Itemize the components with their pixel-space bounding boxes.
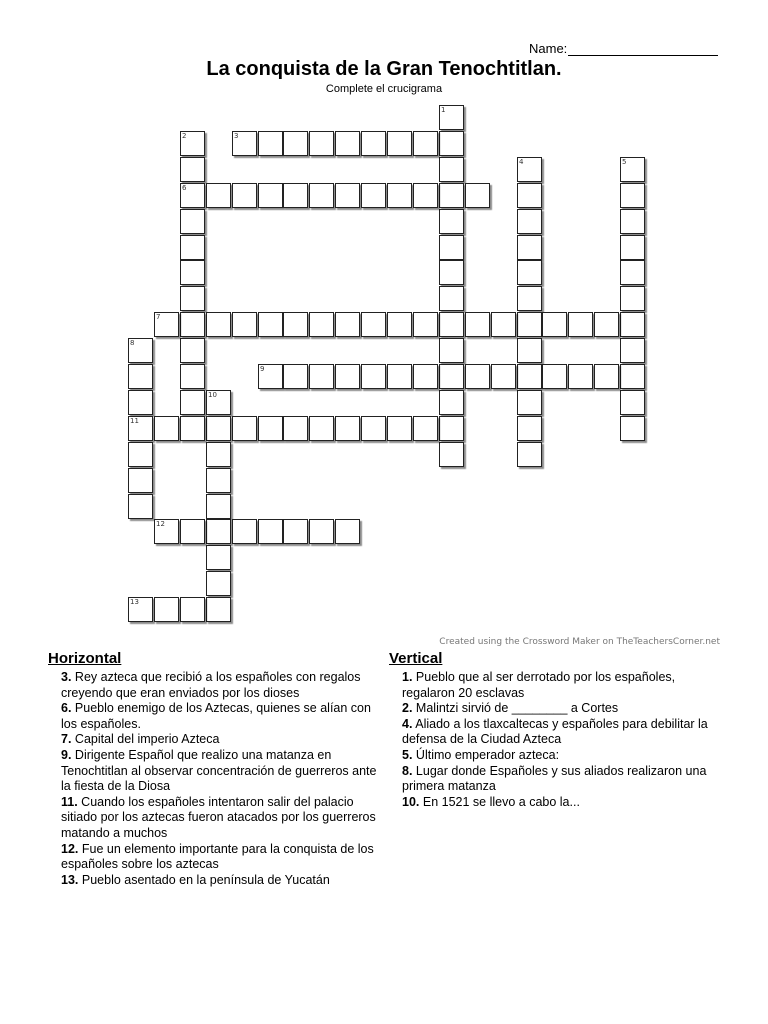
crossword-cell[interactable] <box>387 416 412 441</box>
credit-text: Created using the Crossword Maker on TheTeachersCorner.net <box>439 637 720 647</box>
clue-number: 3 <box>234 132 239 140</box>
page-subtitle: Complete el crucigrama <box>325 83 443 95</box>
clue-number: 5. <box>402 747 413 762</box>
crossword-cell[interactable] <box>283 364 308 389</box>
crossword-cell[interactable] <box>517 260 542 285</box>
crossword-cell[interactable] <box>128 468 153 493</box>
crossword-cell[interactable] <box>128 597 153 622</box>
crossword-cell[interactable] <box>517 183 542 208</box>
clue-number: 10. <box>402 794 420 809</box>
crossword-cell[interactable] <box>206 442 231 467</box>
crossword-cell[interactable] <box>128 494 153 519</box>
crossword-cell[interactable] <box>620 312 645 337</box>
clue-number: 4 <box>519 158 524 166</box>
vertical-clue <box>402 795 729 811</box>
crossword-cell[interactable] <box>180 131 205 156</box>
crossword-cell[interactable] <box>283 312 308 337</box>
crossword-cell[interactable] <box>180 597 205 622</box>
crossword-cell[interactable] <box>180 338 205 363</box>
crossword-cell[interactable] <box>206 183 231 208</box>
clue-number: 11 <box>130 417 139 425</box>
crossword-cell[interactable] <box>232 416 257 441</box>
vertical-clue-list <box>389 670 729 810</box>
crossword-cell[interactable] <box>439 338 464 363</box>
clue-text: En 1521 se llevo a cabo la... <box>422 794 580 809</box>
crossword-cell[interactable] <box>309 364 334 389</box>
crossword-cell[interactable] <box>232 312 257 337</box>
crossword-cell[interactable] <box>206 312 231 337</box>
clue-number: 12 <box>156 520 165 528</box>
crossword-cell[interactable] <box>439 442 464 467</box>
clue-text: Pueblo que al ser derrotado por los españoles, regalaron 20 esclavas <box>402 670 676 700</box>
clue-text: Pueblo asentado en la península de Yucatán <box>81 872 330 887</box>
crossword-cell[interactable] <box>309 312 334 337</box>
clue-number: 10 <box>208 391 217 399</box>
crossword-cell[interactable] <box>361 183 386 208</box>
crossword-cell[interactable] <box>154 597 179 622</box>
vertical-clue <box>402 670 729 701</box>
crossword-cell[interactable] <box>439 105 464 130</box>
crossword-cell[interactable] <box>439 183 464 208</box>
crossword-cell[interactable] <box>180 312 205 337</box>
vertical-clue <box>402 764 729 795</box>
clue-number: 4. <box>402 716 413 731</box>
crossword-cell[interactable] <box>258 519 283 544</box>
crossword-cell[interactable] <box>128 390 153 415</box>
horizontal-clue <box>61 732 378 748</box>
crossword-cell[interactable] <box>180 157 205 182</box>
vertical-clue <box>402 717 729 748</box>
crossword-cell[interactable] <box>439 260 464 285</box>
crossword-cell[interactable] <box>232 519 257 544</box>
crossword-cell[interactable] <box>620 183 645 208</box>
clue-number: 9. <box>61 747 72 762</box>
crossword-cell[interactable] <box>387 131 412 156</box>
crossword-cell[interactable] <box>620 364 645 389</box>
crossword-cell[interactable] <box>620 209 645 234</box>
horizontal-clue <box>61 873 378 889</box>
crossword-cell[interactable] <box>439 157 464 182</box>
crossword-cell[interactable] <box>542 312 567 337</box>
crossword-cell[interactable] <box>232 183 257 208</box>
horizontal-clue-list <box>48 670 378 888</box>
horizontal-clues <box>48 650 378 888</box>
crossword-cell[interactable] <box>361 312 386 337</box>
crossword-cell[interactable] <box>542 364 567 389</box>
crossword-cell[interactable] <box>517 416 542 441</box>
crossword-cell[interactable] <box>620 286 645 311</box>
crossword-cell[interactable] <box>128 338 153 363</box>
clue-number: 13 <box>130 598 139 606</box>
crossword-cell[interactable] <box>439 390 464 415</box>
clue-text: Malintzi sirvió de ________ a Cortes <box>415 701 619 716</box>
crossword-cell[interactable] <box>491 312 516 337</box>
crossword-cell[interactable] <box>439 312 464 337</box>
crossword-cell[interactable] <box>206 390 231 415</box>
crossword-cell[interactable] <box>517 157 542 182</box>
crossword-cell[interactable] <box>439 286 464 311</box>
crossword-cell[interactable] <box>206 545 231 570</box>
clue-number: 2. <box>402 701 413 716</box>
clue-number: 5 <box>622 158 627 166</box>
page-title: La conquista de la Gran Tenochtitlan. <box>206 58 562 80</box>
crossword-cell[interactable] <box>568 312 593 337</box>
crossword-cell[interactable] <box>180 235 205 260</box>
crossword-cell[interactable] <box>258 364 283 389</box>
crossword-cell[interactable] <box>258 312 283 337</box>
crossword-cell[interactable] <box>413 183 438 208</box>
clue-number: 1 <box>441 106 446 114</box>
clue-number: 2 <box>182 132 187 140</box>
crossword-cell[interactable] <box>361 364 386 389</box>
crossword-cell[interactable] <box>180 260 205 285</box>
crossword-cell[interactable] <box>439 131 464 156</box>
crossword-cell[interactable] <box>258 416 283 441</box>
horizontal-clue <box>61 701 378 732</box>
crossword-cell[interactable] <box>206 468 231 493</box>
crossword-cell[interactable] <box>413 364 438 389</box>
crossword-cell[interactable] <box>413 416 438 441</box>
crossword-cell[interactable] <box>517 338 542 363</box>
clue-number: 8 <box>130 339 135 347</box>
crossword-cell[interactable] <box>128 364 153 389</box>
vertical-clue <box>402 701 729 717</box>
clue-number: 6 <box>182 184 187 192</box>
crossword-cell[interactable] <box>439 209 464 234</box>
name-label: Name: <box>529 41 568 56</box>
crossword-cell[interactable] <box>491 364 516 389</box>
clue-text: Último emperador azteca: <box>415 747 560 762</box>
horizontal-clue <box>61 670 378 701</box>
crossword-cell[interactable] <box>180 364 205 389</box>
crossword-cell[interactable] <box>283 131 308 156</box>
vertical-heading: Vertical <box>389 650 443 667</box>
crossword-cell[interactable] <box>413 312 438 337</box>
crossword-cell[interactable] <box>361 131 386 156</box>
crossword-cell[interactable] <box>439 235 464 260</box>
clue-text: Lugar donde Españoles y sus aliados realizaron una primera matanza <box>402 763 707 794</box>
clue-number: 12. <box>61 841 79 856</box>
crossword-cell[interactable] <box>335 183 360 208</box>
crossword-cell[interactable] <box>594 364 619 389</box>
clue-number: 3. <box>61 670 72 684</box>
horizontal-clue <box>61 748 378 795</box>
crossword-cell[interactable] <box>309 416 334 441</box>
crossword-cell[interactable] <box>517 286 542 311</box>
clue-number: 6. <box>61 701 72 716</box>
clue-number: 11. <box>61 794 78 809</box>
crossword-cell[interactable] <box>439 364 464 389</box>
crossword-cell[interactable] <box>620 260 645 285</box>
clue-number: 7 <box>156 313 161 321</box>
clue-text: Capital del imperio Azteca <box>74 732 220 747</box>
crossword-cell[interactable] <box>517 209 542 234</box>
crossword-cell[interactable] <box>335 519 360 544</box>
crossword-cell[interactable] <box>206 494 231 519</box>
crossword-cell[interactable] <box>258 183 283 208</box>
horizontal-clue <box>61 842 378 873</box>
crossword-cell[interactable] <box>387 364 412 389</box>
crossword-cell[interactable] <box>517 442 542 467</box>
crossword-cell[interactable] <box>439 416 464 441</box>
crossword-cell[interactable] <box>154 519 179 544</box>
crossword-cell[interactable] <box>387 183 412 208</box>
crossword-cell[interactable] <box>517 364 542 389</box>
crossword-cell[interactable] <box>283 183 308 208</box>
crossword-cell[interactable] <box>620 338 645 363</box>
clue-number: 7. <box>61 732 72 747</box>
crossword-cell[interactable] <box>309 183 334 208</box>
crossword-cell[interactable] <box>128 442 153 467</box>
crossword-cell[interactable] <box>620 416 645 441</box>
crossword-cell[interactable] <box>465 183 490 208</box>
crossword-cell[interactable] <box>154 312 179 337</box>
crossword-cell[interactable] <box>258 131 283 156</box>
clue-text: Pueblo enemigo de los Aztecas, quienes se alían con los españoles. <box>61 701 371 731</box>
crossword-cell[interactable] <box>180 390 205 415</box>
vertical-clues <box>389 650 729 810</box>
crossword-cell[interactable] <box>465 364 490 389</box>
crossword-cell[interactable] <box>335 416 360 441</box>
clue-number: 1. <box>402 670 413 684</box>
crossword-cell[interactable] <box>517 312 542 337</box>
clue-text: Aliado a los tlaxcaltecas y españoles para debilitar la defensa de la Ciudad Azteca <box>402 716 708 747</box>
crossword-cell[interactable] <box>413 131 438 156</box>
crossword-cell[interactable] <box>180 209 205 234</box>
crossword-cell[interactable] <box>387 312 412 337</box>
crossword-cell[interactable] <box>128 416 153 441</box>
crossword-cell[interactable] <box>517 390 542 415</box>
clue-text: Dirigente Español que realizo una matanza en Tenochtitlan al observar concentración de guerreros ante la fiesta de la Diosa <box>61 747 377 794</box>
vertical-clue <box>402 748 729 764</box>
crossword-cell[interactable] <box>283 519 308 544</box>
crossword-cell[interactable] <box>620 235 645 260</box>
crossword-cell[interactable] <box>232 131 257 156</box>
crossword-cell[interactable] <box>361 416 386 441</box>
clue-number: 13. <box>61 872 79 887</box>
crossword-cell[interactable] <box>568 364 593 389</box>
clue-number: 8. <box>402 763 413 778</box>
crossword-cell[interactable] <box>335 364 360 389</box>
crossword-cell[interactable] <box>517 235 542 260</box>
crossword-cell[interactable] <box>206 519 231 544</box>
crossword-cell[interactable] <box>154 416 179 441</box>
clue-text: Rey azteca que recibió a los españoles con regalos creyendo que eran enviados por los dioses <box>61 670 361 700</box>
crossword-cell[interactable] <box>335 312 360 337</box>
crossword-cell[interactable] <box>309 519 334 544</box>
crossword-cell[interactable] <box>594 312 619 337</box>
crossword-cell[interactable] <box>180 519 205 544</box>
clue-text: Fue un elemento importante para la conquista de los españoles sobre los aztecas <box>61 841 374 872</box>
crossword-cell[interactable] <box>620 157 645 182</box>
clue-text: Cuando los españoles intentaron salir del palacio sitiado por los aztecas fueron atacados por los guerreros matando a muchos <box>61 794 376 840</box>
crossword-cell[interactable] <box>180 183 205 208</box>
crossword-cell[interactable] <box>620 390 645 415</box>
crossword-cell[interactable] <box>465 312 490 337</box>
horizontal-clue <box>61 795 378 842</box>
crossword-cell[interactable] <box>335 131 360 156</box>
crossword-cell[interactable] <box>283 416 308 441</box>
horizontal-heading: Horizontal <box>48 650 122 667</box>
crossword-cell[interactable] <box>180 286 205 311</box>
crossword-cell[interactable] <box>206 571 231 596</box>
crossword-cell[interactable] <box>180 416 205 441</box>
crossword-cell[interactable] <box>206 416 231 441</box>
crossword-cell[interactable] <box>206 597 231 622</box>
clue-number: 9 <box>260 365 265 373</box>
crossword-cell[interactable] <box>309 131 334 156</box>
